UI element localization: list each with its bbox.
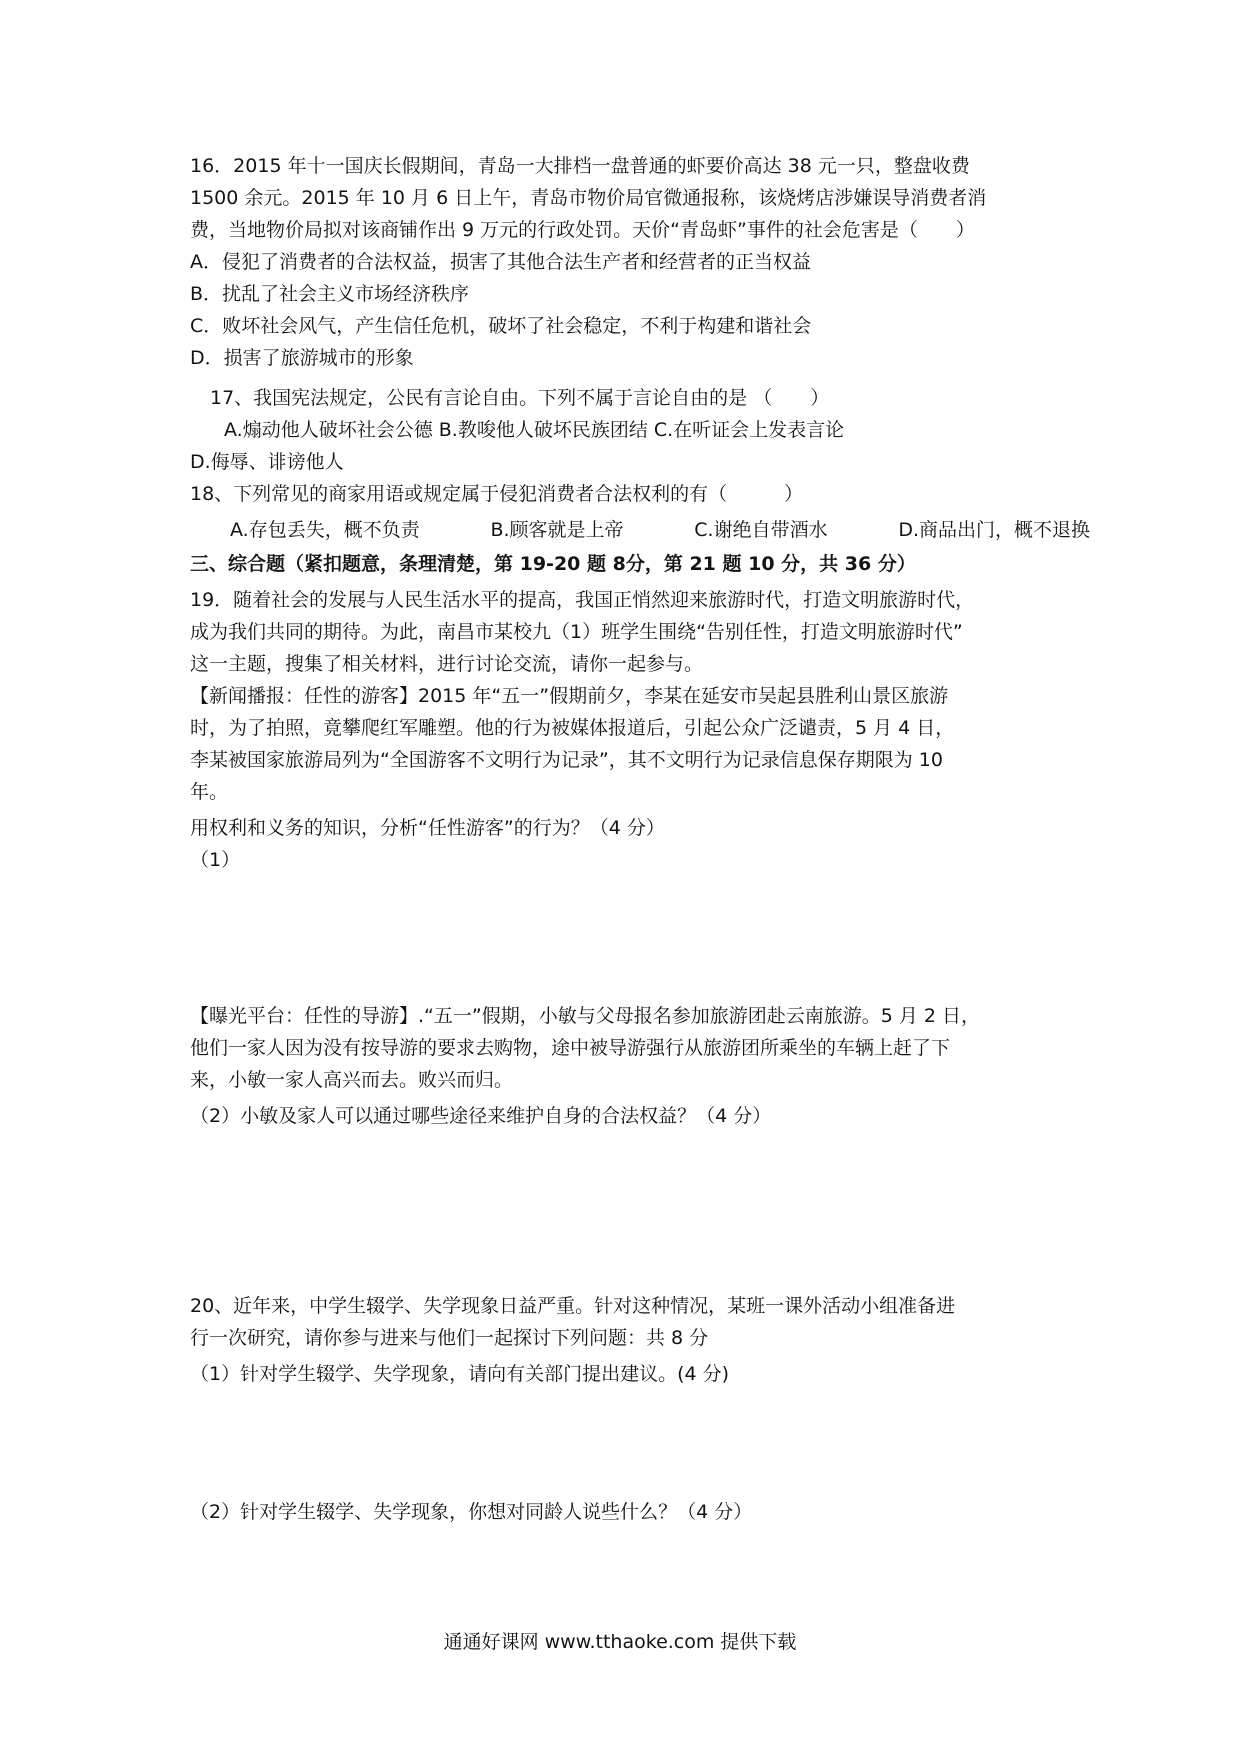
q19-expose-line-1: 【曝光平台：任性的导游】.“五一”假期，小敏与父母报名参加旅游团赴云南旅游。5 月 2 日， [190,1005,981,1027]
q19-line-1: 19．随着社会的发展与人民生活水平的提高，我国正悄然迎来旅游时代，打造文明旅游时代， [190,589,975,611]
q16-line-2: 1500 余元。2015 年 10 月 6 日上午，青岛市物价局官微通报称，该烧烤店涉嫌误导消费者消 [190,187,987,209]
q20-line-2: 行一次研究，请你参与进来与他们一起探讨下列问题：共 8 分 [190,1327,709,1349]
q18-option-d: D.商品出门，概不退换 [898,519,1090,541]
section-3-heading: 三、综合题（紧扣题意，条理清楚，第 19-20 题 8分，第 21 题 10 分，共 36 分） [190,553,916,575]
page-footer: 通通好课网 www.tthaoke.com 提供下载 [443,1631,797,1653]
q17-stem: 17、我国宪法规定，公民有言论自由。下列不属于言论自由的是 （ ） [210,387,830,409]
q18-option-a: A.存包丢失，概不负责 [230,519,420,541]
q18-option-b: B.顾客就是上帝 [490,519,624,541]
q17-option-d: D.侮辱、诽谤他人 [190,451,344,473]
q16-option-a: A．侵犯了消费者的合法权益，损害了其他合法生产者和经营者的正当权益 [190,251,811,273]
q19-news-line-2: 时，为了拍照，竟攀爬红军雕塑。他的行为被媒体报道后，引起公众广泛谴责，5 月 4 日， [190,717,955,739]
q19-line-3: 这一主题，搜集了相关材料，进行讨论交流，请你一起参与。 [190,653,704,675]
q18-options [230,514,1090,546]
q19-news-line-4: 年。 [190,781,229,803]
q16-option-d: D．损害了旅游城市的形象 [190,347,414,369]
q18-option-c: C.谢绝自带酒水 [694,519,828,541]
q17-options-line: A.煽动他人破坏社会公德 B.教唆他人破坏民族团结 C.在听证会上发表言论 [224,419,845,441]
q19-answer-label-1: （1） [190,849,241,871]
q16-option-b: B．扰乱了社会主义市场经济秩序 [190,283,470,305]
q20-line-1: 20、近年来，中学生辍学、失学现象日益严重。针对这种情况，某班一课外活动小组准备进 [190,1295,956,1317]
q19-news-line-3: 李某被国家旅游局列为“全国游客不文明行为记录”，其不文明行为记录信息保存期限为 10 [190,749,943,771]
q20-question-2: （2）针对学生辍学、失学现象，你想对同龄人说些什么？（4 分） [190,1501,753,1523]
q16-line-1: 16．2015 年十一国庆长假期间，青岛一大排档一盘普通的虾要价高达 38 元一只，整盘收费 [190,155,970,177]
q19-expose-line-2: 他们一家人因为没有按导游的要求去购物，途中被导游强行从旅游团所乘坐的车辆上赶了下 [190,1037,951,1059]
q19-question-2: （2）小敏及家人可以通过哪些途径来维护自身的合法权益？（4 分） [190,1105,772,1127]
q19-question-1: 用权利和义务的知识，分析“任性游客”的行为？（4 分） [190,817,665,839]
q20-question-1: （1）针对学生辍学、失学现象，请向有关部门提出建议。(4 分) [190,1363,730,1385]
q18-stem: 18、下列常见的商家用语或规定属于侵犯消费者合法权利的有（ ） [190,483,804,505]
q16-line-3: 费，当地物价局拟对该商铺作出 9 万元的行政处罚。天价“青岛虾”事件的社会危害是（ ） [190,219,975,241]
q16-option-c: C．败坏社会风气，产生信任危机，破坏了社会稳定，不利于构建和谐社会 [190,315,812,337]
q19-news-line-1: 【新闻播报：任性的游客】2015 年“五一”假期前夕，李某在延安市吴起县胜利山景区旅游 [190,685,949,707]
q19-expose-line-3: 来，小敏一家人高兴而去。败兴而归。 [190,1069,514,1091]
q19-line-2: 成为我们共同的期待。为此，南昌市某校九（1）班学生围绕“告别任性，打造文明旅游时代” [190,621,963,643]
